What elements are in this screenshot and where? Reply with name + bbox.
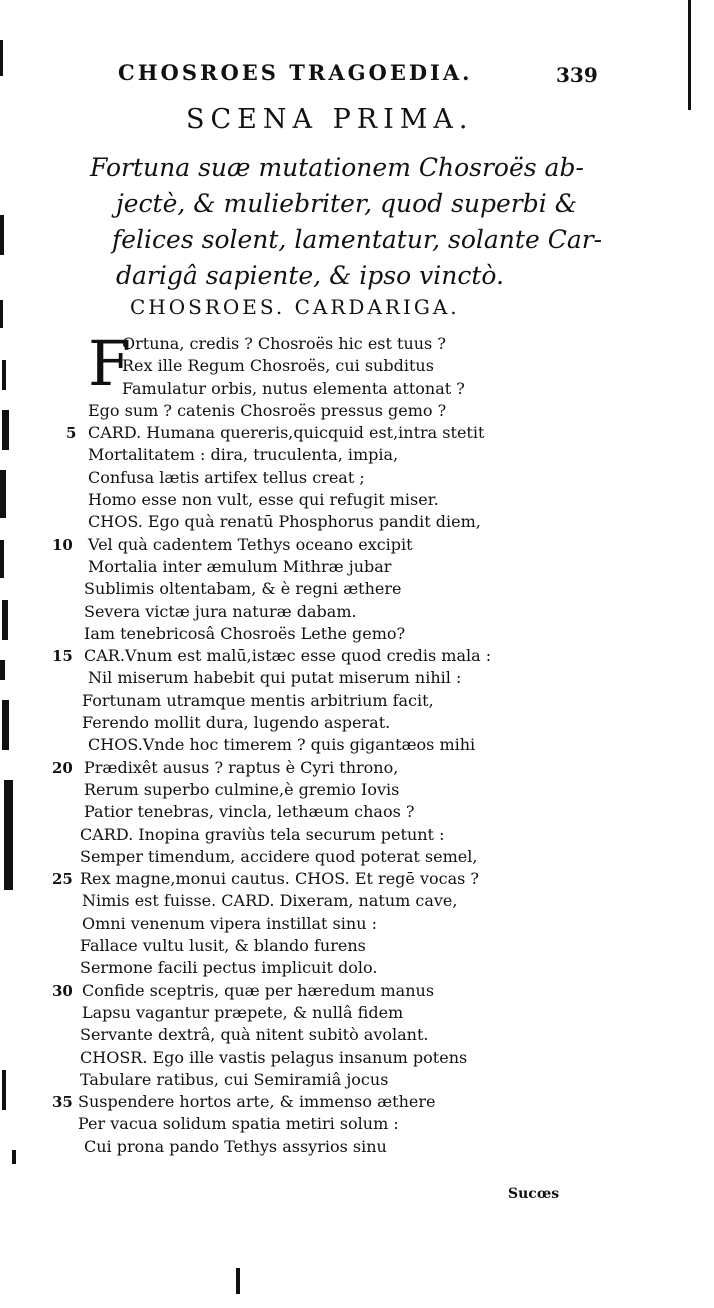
verse-line — [0, 1069, 714, 1091]
verse-line — [0, 378, 714, 400]
verse-line — [0, 623, 714, 645]
verse-line — [0, 511, 714, 533]
verse-text: Homo esse non vult, esse qui refugit miser. — [88, 490, 439, 510]
verse-line — [0, 1113, 714, 1135]
speaker-list: CHOSROES. CARDARIGA. — [130, 295, 460, 319]
argument-line: darigâ sapiente, & ipso vinctò. — [116, 261, 504, 290]
verse-line — [0, 824, 714, 846]
verse-text: Famulatur orbis, nutus elementa attonat ? — [122, 378, 465, 398]
verse-line — [0, 757, 714, 779]
verse-text: Per vacua solidum spatia metiri solum : — [78, 1114, 399, 1134]
verse-line — [0, 556, 714, 578]
verse-text: Tabulare ratibus, cui Semiramiâ jocus — [80, 1069, 389, 1089]
verse-line — [0, 890, 714, 912]
verse-text: Sermone facili pectus implicuit dolo. — [80, 958, 378, 978]
verse-text: CAR.Vnum est malū,istæc esse quod credis mala : — [84, 646, 492, 666]
verse-line — [0, 957, 714, 979]
verse-line — [0, 980, 714, 1002]
verse-text: Severa victæ jura naturæ dabam. — [84, 601, 357, 621]
verse-line — [0, 578, 714, 600]
verse-text: Prædixêt ausus ? raptus è Cyri throno, — [84, 757, 399, 777]
verse-line — [0, 534, 714, 556]
verse-text: Rerum superbo culmine,è gremio Iovis — [84, 779, 400, 799]
verse-line — [0, 667, 714, 689]
page-edge-rule — [688, 0, 691, 110]
verse-line — [0, 1047, 714, 1069]
verse-block — [0, 327, 714, 1158]
verse-text: Rex ille Regum Chosroës, cui subditus — [122, 356, 434, 376]
verse-line — [0, 467, 714, 489]
verse-line — [0, 846, 714, 868]
verse-text: Patior tenebras, vincla, lethæum chaos ? — [84, 802, 415, 822]
verse-text: Lapsu vagantur præpete, & nullâ fidem — [82, 1002, 404, 1022]
verse-line — [0, 601, 714, 623]
verse-text: Nimis est fuisse. CARD. Dixeram, natum cave, — [82, 891, 458, 911]
line-number: 25 — [52, 870, 73, 889]
verse-text: Rex magne,monui cautus. CHOS. Et regē vocas ? — [80, 869, 480, 889]
line-number: 15 — [52, 647, 73, 666]
ink-mark — [236, 1268, 240, 1294]
page-number: 339 — [556, 63, 598, 87]
scene-title: SCENA PRIMA. — [186, 104, 474, 135]
verse-text: Confide sceptris, quæ per hæredum manus — [82, 980, 435, 1000]
verse-text: Cui prona pando Tethys assyrios sinu — [84, 1136, 387, 1156]
verse-line — [0, 779, 714, 801]
verse-text: Nil miserum habebit qui putat miserum nihil : — [88, 668, 462, 688]
verse-text: Sublimis oltentabam, & è regni æthere — [84, 579, 402, 599]
argument-line: felices solent, lamentatur, solante Car- — [112, 225, 603, 254]
verse-text: Mortalitatem : dira, truculenta, impia, — [88, 445, 399, 465]
verse-text: Confusa lætis artifex tellus creat ; — [88, 467, 365, 487]
verse-line — [0, 333, 714, 355]
drop-capital: F — [88, 327, 132, 400]
verse-text: Fortunam utramque mentis arbitrium facit, — [82, 690, 434, 710]
verse-line — [0, 489, 714, 511]
verse-line — [0, 712, 714, 734]
verse-text: Ortuna, credis ? Chosroës hic est tuus ? — [122, 334, 446, 353]
verse-line — [0, 355, 714, 377]
line-number: 10 — [52, 535, 73, 554]
running-title: CHOSROES TRAGOEDIA. — [118, 60, 473, 85]
argument-line: Fortuna suæ mutationem Chosroës ab- — [90, 153, 584, 182]
verse-text: Suspendere hortos arte, & immenso æthere — [78, 1092, 436, 1112]
verse-line — [0, 1091, 714, 1113]
verse-text: CHOSR. Ego ille vastis pelagus insanum potens — [80, 1047, 468, 1067]
verse-text: Fallace vultu lusit, & blando furens — [80, 936, 366, 956]
verse-text: CARD. Inopina graviùs tela securum petunt : — [80, 824, 445, 844]
verse-text: Vel quà cadentem Tethys oceano excipit — [88, 534, 413, 554]
verse-text: Ferendo mollit dura, lugendo asperat. — [82, 713, 391, 733]
verse-line — [0, 444, 714, 466]
scene-argument — [90, 150, 603, 294]
verse-text: CHOS. Ego quà renatū Phosphorus pandit diem, — [88, 512, 481, 532]
verse-text: CHOS.Vnde hoc timerem ? quis gigantæos mihi — [88, 735, 476, 755]
verse-text: Ego sum ? catenis Chosroës pressus gemo ? — [88, 400, 447, 420]
verse-line — [0, 422, 714, 444]
verse-line — [0, 690, 714, 712]
verse-line — [0, 645, 714, 667]
line-number: 20 — [52, 758, 73, 777]
argument-line: jectè, & muliebriter, quod superbi & — [116, 189, 577, 218]
verse-text: Mortalia inter æmulum Mithræ jubar — [88, 556, 392, 576]
verse-line — [0, 1002, 714, 1024]
verse-text: CARD. Humana quereris,quicquid est,intra stetit — [88, 423, 485, 443]
verse-line — [0, 801, 714, 823]
verse-line — [0, 734, 714, 756]
verse-line — [0, 1024, 714, 1046]
verse-text: Omni venenum vipera instillat sinu : — [82, 913, 377, 933]
verse-line — [0, 400, 714, 422]
verse-text: Servante dextrâ, quà nitent subitò avolant. — [80, 1025, 429, 1045]
verse-line — [0, 935, 714, 957]
verse-line — [0, 913, 714, 935]
verse-line — [0, 868, 714, 890]
verse-line — [0, 1136, 714, 1158]
line-number: 30 — [52, 981, 73, 1000]
line-number: 35 — [52, 1093, 73, 1112]
verse-text: Iam tenebricosâ Chosroës Lethe gemo? — [84, 623, 406, 643]
verse-text: Semper timendum, accidere quod poterat semel, — [80, 846, 478, 866]
catchword: Sucœs — [508, 1186, 560, 1202]
line-number: 5 — [66, 424, 77, 443]
